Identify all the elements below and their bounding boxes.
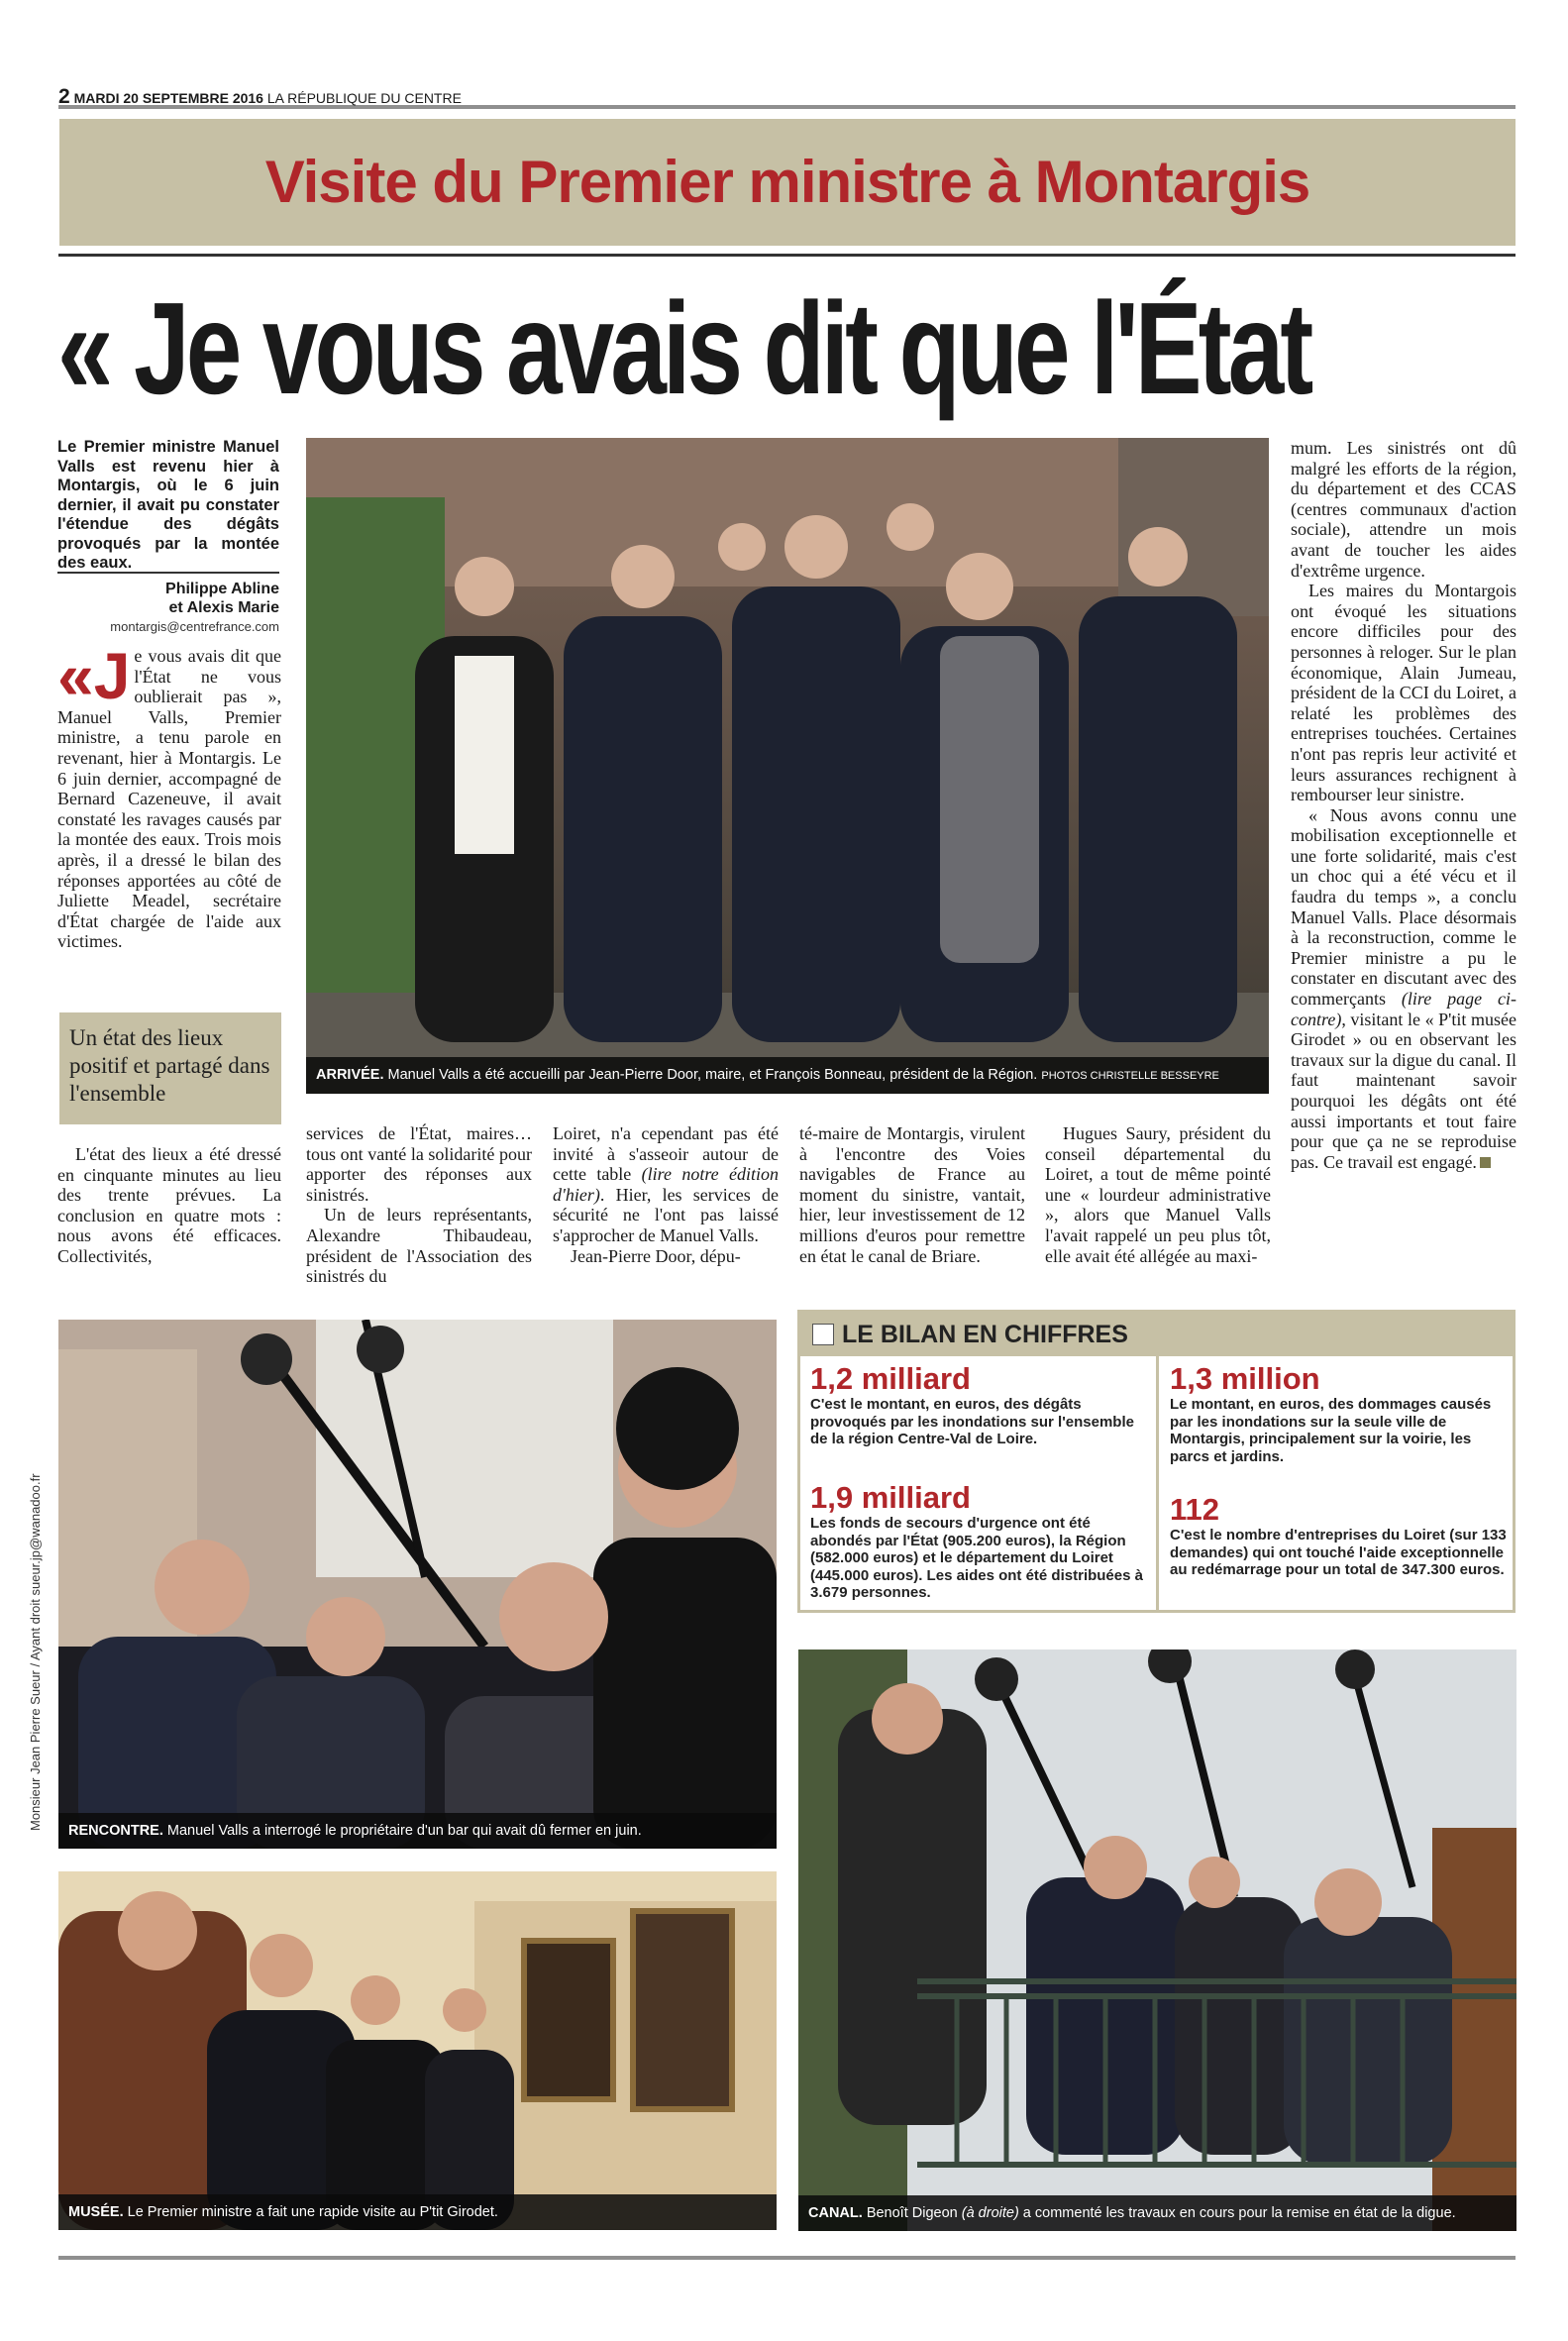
article-col-2: services de l'État, maires… tous ont vanté la solidarité pour apporter des réponses aux sinistrés. Un de leurs représentants, Alexandre Thibaudeau, président de l'Association des sinistrés du [306,1123,532,1287]
side-credit: Monsieur Jean Pierre Sueur / Ayant droit sueur.jp@wanadoo.fr [28,1473,43,1831]
bilan-box [797,1310,1516,1613]
page-number: 2 [58,85,70,108]
bilan-header: LE BILAN EN CHIFFRES [800,1313,1513,1356]
end-mark-icon [1480,1157,1491,1168]
article-col-5: Hugues Saury, président du conseil départemental du Loiret, a tout de même pointé une « lourdeur administrative », alors que Manuel Valls l'avait rappelé un peu plus tôt, elle avait été allégée au maxi- [1045,1123,1271,1266]
bottom-rule [58,2256,1516,2260]
musee-photo [58,1871,777,2230]
article-col-6: mum. Les sinistrés ont dû malgré les efforts de la région, du département et des CCAS (centres communaux d'action sociale), attendre un mois avant de toucher les aides d'extrême urgence. Les maires du Montargois ont évoqué les situations encore difficiles pour des personnes à reloger. Sur le plan économique, Alain Jumeau, président de la CCI du Loiret, a relaté les problèmes des entreprises touchées. Certaines n'ont pas repris leur activité et leurs assurances rechignent à rembourser leur sinistre. « Nous avons connu une mobilisation exceptionnelle et une forte solidarité, mais c'est un choc qui a été vécu et il faudra du temps », a conclu Manuel Valls. Place désormais à la reconstruction, comme le Premier ministre a pu le constater en discutant avec des commerçants (lire page ci-contre), visitant le « P'tit musée Girodet » ou en observant les travaux sur la digue du canal. Il faut maintenant savoir pourquoi les dégâts ont été aussi importants et tout faire pour que ça ne se reproduise pas. Ce travail est engagé. [1291,438,1516,1172]
musee-caption: MUSÉE. Le Premier ministre a fait une rapide visite au P'tit Girodet. [58,2194,777,2230]
chapo: Le Premier ministre Manuel Valls est revenu hier à Montargis, où le 6 juin dernier, il avait pu constater l'étendue des dégâts provoqués par la montée des eaux. [57,438,279,572]
bilan-divider [1156,1356,1159,1610]
musee-photo-image [58,1871,777,2230]
article-col-3: Loiret, n'a cependant pas été invité à s'asseoir autour de cette table (lire notre édition d'hier). Hier, les services de sécurité ne l'ont pas laissé s'approcher de Manuel Valls. Jean-Pierre Door, dépu- [553,1123,779,1266]
kicker-title: Visite du Premier ministre à Montargis [264,149,1310,215]
byline [57,572,279,634]
rencontre-photo [58,1320,777,1849]
canal-caption: CANAL. Benoît Digeon (à droite) a commenté les travaux en cours pour la remise en état de la digue. [798,2195,1516,2231]
dropcap: «J [57,639,131,712]
bilan-item-1: 1,2 milliard C'est le montant, en euros, des dégâts provoqués par les inondations sur l'ensemble de la région Centre-Val de Loire. [810,1361,1134,1447]
intertitle: Un état des lieux positif et partagé dans l'ensemble [59,1012,281,1124]
article-col-4: té-maire de Montargis, virulent à l'encontre des Voies navigables de France au moment du sinistre, vantait, hier, leur investissement de 12 millions d'euros pour remettre en état le canal de Briare. [799,1123,1025,1266]
main-photo-image [306,438,1269,1094]
canal-photo-image [798,1649,1516,2231]
article-col-1: «Je vous avais dit que l'État ne vous oublierait pas », Manuel Valls, Premier ministre, a tenu parole en revenant, hier à Montargis. Le 6 juin dernier, accompagné de Bernard Cazeneuve, il avait constaté les ravages causés par la montée des eaux. Trois mois après, il a dressé le bilan des réponses apportées au côté de Juliette Meadel, secrétaire d'État chargée de l'aide aux victimes. [57,639,281,952]
bilan-item-2: 1,9 milliard Les fonds de secours d'urgence ont été abondés par l'État (905.200 euros), la Région (582.000 euros) et le département du Loiret (445.000 euros). Les aides ont été distribuées à 3.679 personnes. [810,1480,1143,1601]
header-date: MARDI 20 SEPTEMBRE 2016 [73,90,263,106]
main-photo-caption: ARRIVÉE. Manuel Valls a été accueilli par Jean-Pierre Door, maire, et François Bonneau, président de la Région. PHOTOS CHRISTELLE BESSEYRE [306,1057,1269,1094]
byline-email: montargis@centrefrance.com [110,619,279,634]
newspaper-name: LA RÉPUBLIQUE DU CENTRE [266,90,462,106]
rencontre-photo-image [58,1320,777,1849]
article-col-1b: L'état des lieux a été dressé en cinquante minutes au lieu des trente prévues. La conclusion en quatre mots : nous avons été efficaces. Collectivités, [57,1144,281,1266]
byline-names: Philippe Abline et Alexis Marie [165,581,279,616]
square-icon [812,1324,834,1345]
canal-photo [798,1649,1516,2231]
bilan-item-3: 1,3 million Le montant, en euros, des dommages causés par les inondations sur la seule ville de Montargis, principalement sur la voirie, les parcs et jardins. [1170,1361,1492,1465]
kicker-banner [59,119,1516,246]
kicker-rule [58,254,1516,257]
rencontre-caption: RENCONTRE. Manuel Valls a interrogé le propriétaire d'un bar qui avait dû fermer en juin. [58,1813,777,1849]
photo-credit: PHOTOS CHRISTELLE BESSEYRE [1041,1070,1219,1082]
page-header [58,85,1516,109]
main-photo [306,438,1269,1094]
headline: « Je vous avais dit que l'État [57,275,1310,421]
bilan-item-4: 112 C'est le nombre d'entreprises du Loiret (sur 133 demandes) qui ont touché l'aide exceptionnelle au redémarrage pour un total de 347.300 euros. [1170,1492,1507,1578]
